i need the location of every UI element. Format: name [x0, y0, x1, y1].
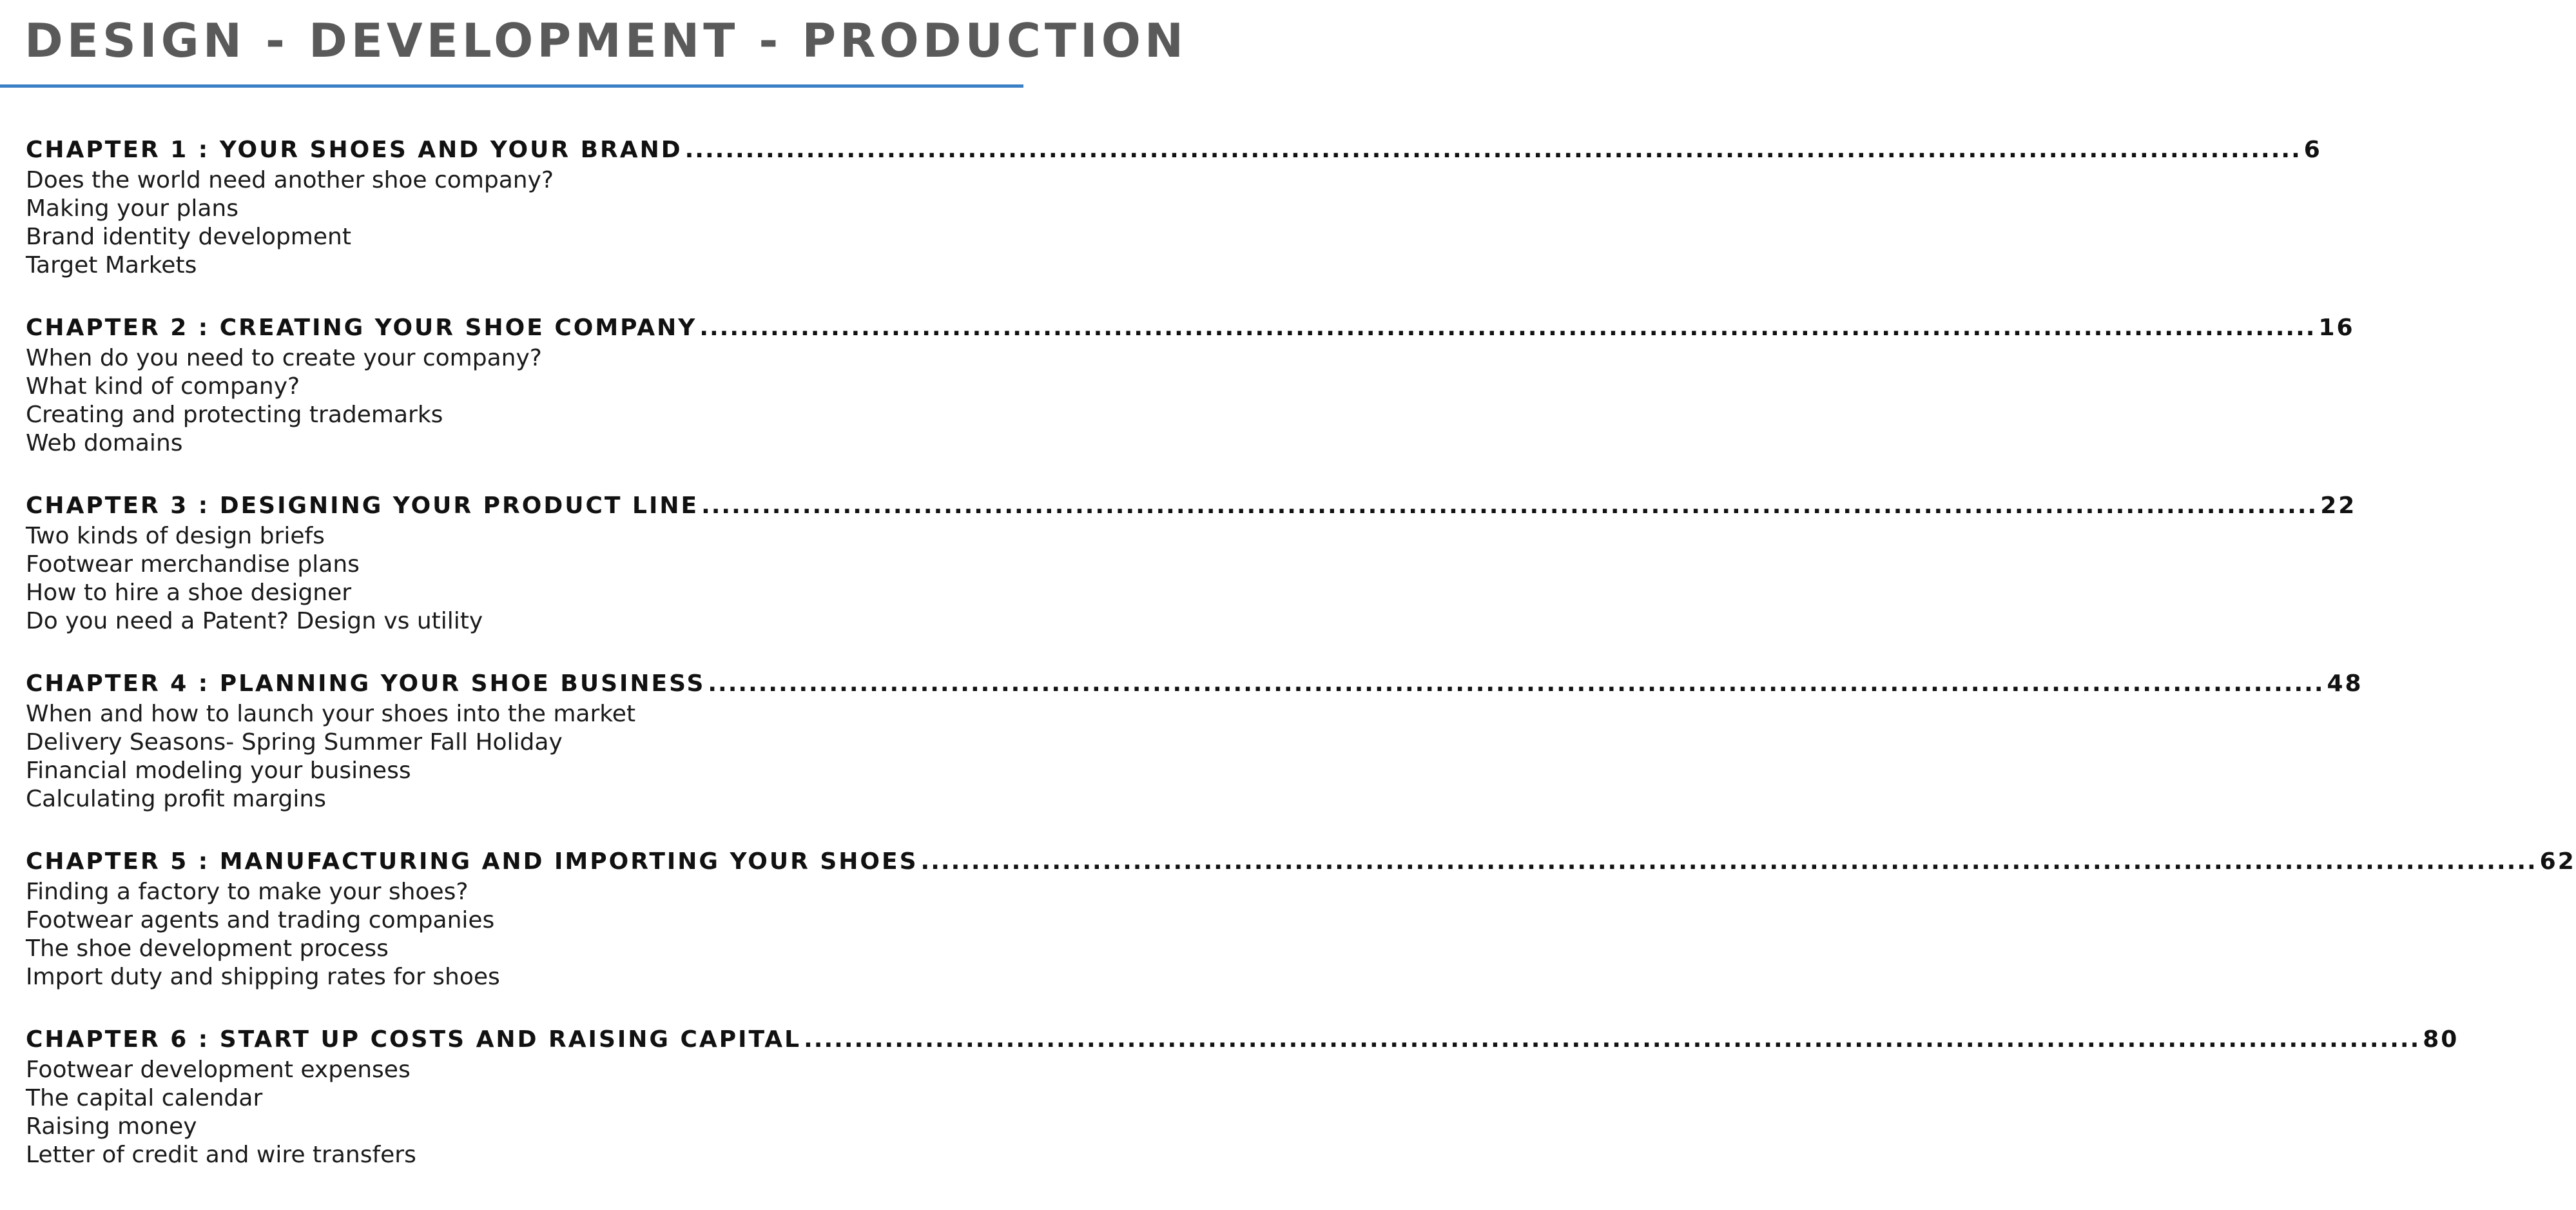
- chapter-title: CHAPTER 1 : YOUR SHOES AND YOUR BRAND: [26, 137, 683, 163]
- section-list: [26, 1056, 970, 1169]
- section-item: Web domains: [26, 430, 183, 456]
- chapter-title: CHAPTER 2 : CREATING YOUR SHOE COMPANY: [26, 315, 697, 341]
- section-list: [26, 166, 970, 280]
- chapter-5: [26, 847, 2576, 991]
- chapter-page-number: 6: [2303, 137, 2322, 163]
- section-item: When and how to launch your shoes into the market: [26, 701, 636, 727]
- section-item: The shoe development process: [26, 935, 389, 962]
- dot-leader: [708, 669, 2324, 699]
- section-item: Footwear merchandise plans: [26, 551, 360, 578]
- section-item: Does the world need another shoe company?: [26, 167, 554, 193]
- section-item: Import duty and shipping rates for shoes: [26, 964, 500, 990]
- chapter-title: CHAPTER 5 : MANUFACTURING AND IMPORTING YOUR SHOES: [26, 848, 918, 875]
- chapter-heading[interactable]: [26, 847, 2576, 877]
- section-item: Two kinds of design briefs: [26, 523, 325, 549]
- chapter-4: [26, 669, 2363, 814]
- chapter-6: [26, 1025, 2459, 1169]
- chapter-title: CHAPTER 4 : PLANNING YOUR SHOE BUSINESS: [26, 670, 706, 697]
- dot-leader: [804, 1025, 2420, 1055]
- chapter-page-number: 48: [2327, 670, 2363, 697]
- chapter-3: [26, 491, 2357, 636]
- section-item: Delivery Seasons- Spring Summer Fall Holiday: [26, 729, 563, 756]
- dot-leader: [921, 847, 2537, 877]
- section-item: Making your plans: [26, 195, 238, 222]
- chapter-title: CHAPTER 6 : START UP COSTS AND RAISING CAPITAL: [26, 1026, 802, 1053]
- section-list: [26, 522, 970, 636]
- section-list: [26, 700, 970, 814]
- chapter-page-number: 22: [2320, 493, 2357, 519]
- chapter-heading[interactable]: [26, 669, 2363, 699]
- section-item: How to hire a shoe designer: [26, 580, 352, 606]
- chapter-page-number: 62: [2539, 848, 2576, 875]
- section-list: [26, 344, 970, 458]
- chapter-page-number: 80: [2423, 1026, 2459, 1053]
- section-item: Letter of credit and wire transfers: [26, 1142, 416, 1168]
- section-item: Finding a factory to make your shoes?: [26, 879, 469, 905]
- section-item: Creating and protecting trademarks: [26, 402, 443, 428]
- section-item: Do you need a Patent? Design vs utility: [26, 608, 483, 634]
- chapter-heading[interactable]: [26, 1025, 2459, 1055]
- section-item: Footwear agents and trading companies: [26, 907, 495, 933]
- chapter-1: [26, 135, 2322, 280]
- chapter-title: CHAPTER 3 : DESIGNING YOUR PRODUCT LINE: [26, 493, 699, 519]
- section-item: When do you need to create your company?: [26, 345, 542, 371]
- section-item: Calculating profit margins: [26, 786, 326, 812]
- chapter-heading[interactable]: [26, 135, 2322, 165]
- section-item: Raising money: [26, 1113, 197, 1140]
- section-list: [26, 878, 970, 991]
- page-header: [0, 0, 1188, 88]
- dot-leader: [699, 313, 2316, 343]
- chapter-2: [26, 313, 2355, 458]
- chapter-page-number: 16: [2318, 315, 2355, 341]
- section-item: Financial modeling your business: [26, 757, 411, 784]
- section-item: The capital calendar: [26, 1085, 263, 1111]
- chapter-heading[interactable]: [26, 491, 2357, 521]
- page-title: DESIGN - DEVELOPMENT - PRODUCTION: [24, 14, 1188, 68]
- table-of-contents: [26, 135, 2576, 1203]
- chapter-heading[interactable]: [26, 313, 2355, 343]
- dot-leader: [701, 491, 2318, 521]
- section-item: Target Markets: [26, 252, 197, 278]
- section-item: Brand identity development: [26, 224, 351, 250]
- section-item: Footwear development expenses: [26, 1057, 411, 1083]
- dot-leader: [685, 135, 2301, 165]
- section-item: What kind of company?: [26, 373, 300, 400]
